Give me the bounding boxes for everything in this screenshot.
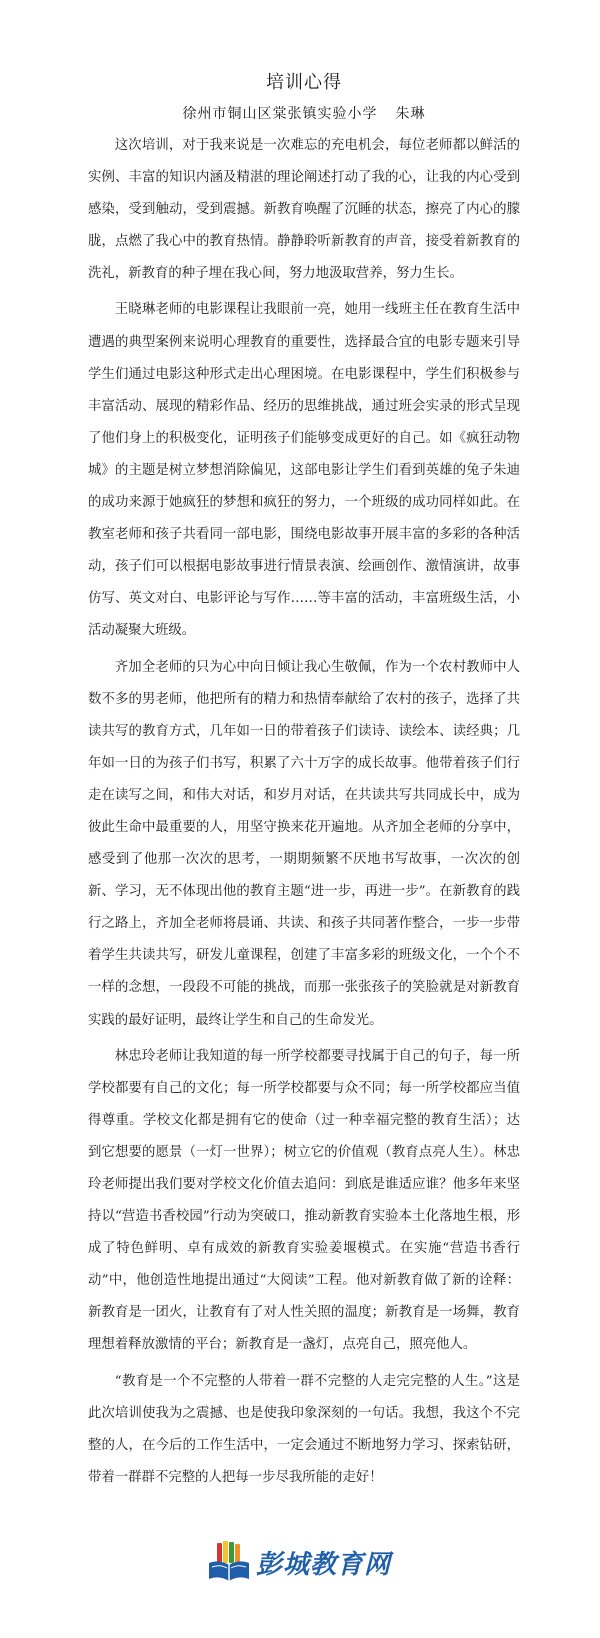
school-name: 徐州市铜山区棠张镇实验小学 bbox=[182, 106, 378, 122]
paragraph-2: 王晓琳老师的电影课程让我眼前一亮，她用一线班主任在教育生活中遭遇的典型案例来说明心理教育的重要性，选择最合宜的电影专题来引导学生们通过电影这种形式走出心理困境。在电影课程中，学生们积极参与丰富活动、展现的精彩作品、经历的思维挑战，通过班会实录的形式呈现了他们身上的积极变化，证明孩子们能够变成更好的自己。如《疯狂动物城》的主题是树立梦想消除偏见，这部电影让学生们看到英雄的兔子朱迪的成功来源于她疯狂的梦想和疯狂的努力，一个班级的成功同样如此。在教室老师和孩子共看同一部电影，围绕电影故事开展丰富的多彩的各种活动，孩子们可以根据电影故事进行情景表演、绘画创作、激情演讲，故事仿写、英文对白、电影评论与写作……等丰富的活动，丰富班级生活，小活动凝聚大班级。 bbox=[88, 302, 520, 639]
paragraph-3: 齐加全老师的只为心中向日倾让我心生敬佩，作为一个农村教师中人数不多的男老师，他把所有的精力和热情奉献给了农村的孩子，选择了共读共写的教育方式，几年如一日的带着孩子们读诗、读绘本、读经典；几年如一日的为孩子们书写，积累了六十万字的成长故事。他带着孩子们行走在读写之间，和伟大对话，和岁月对话，在共读共写共同成长中，成为彼此生命中最重要的人，用坚守换来花开遍地。从齐加全老师的分享中，感受到了他那一次次的思考，一期期频繁不厌地书写故事，一次次的创新、学习，无不体现出他的教育主题“进一步，再进一步”。在新教育的践行之路上，齐加全老师将晨诵、共读、和孩子共同著作整合，一步一步带着学生共读共写，研发儿童课程，创建了丰富多彩的班级文化，一个个不一样的念想，一段段不可能的挑战，而那一张张孩子的笑脸就是对新教育实践的最好证明，最终让学生和自己的生命发光。 bbox=[88, 659, 520, 1028]
paragraph-5: “教育是一个不完整的人带着一群不完整的人走完完整的人生。”这是此次培训使我为之震撼、也是使我印象深刻的一句话。我想，我这个不完整的人，在今后的工作生活中，一定会通过不断地努力学习、探索钻研，带着一群群不完整的人把每一步尽我所能的走好！ bbox=[88, 1373, 520, 1485]
document bbox=[88, 70, 520, 1498]
book-logo-icon bbox=[206, 1539, 252, 1585]
paragraph-1: 这次培训，对于我来说是一次难忘的充电机会，每位老师都以鲜活的实例、丰富的知识内涵及精湛的理论阐述打动了我的心，让我的内心受到感染，受到触动，受到震撼。新教育唤醒了沉睡的状态，擦亮了内心的朦胧，点燃了我心中的教育热情。静静聆听新教育的声音，接受着新教育的洗礼，新教育的种子埋在我心间，努力地汲取营养，努力生长。 bbox=[88, 138, 520, 282]
logo-text: 彭城教育网 bbox=[256, 1550, 392, 1580]
paragraph-4: 林忠玲老师让我知道的每一所学校都要寻找属于自己的句子，每一所学校都要有自己的文化；每一所学校都要与众不同；每一所学校都应当值得尊重。学校文化都是拥有它的使命（过一种幸福完整的教育生活）；达到它想要的愿景（一灯一世界）；树立它的价值观（教育点亮人生）。林忠玲老师提出我们要对学校文化价值去追问：到底是谁适应谁？他多年来坚持以“营造书香校园”行动为突破口，推动新教育实验本土化落地生根，形成了特色鲜明、卓有成效的新教育实验姜堰模式。在实施“营造书香行动”中，他创造性地提出通过“大阅读”工程。他对新教育做了新的诠释：新教育是一团火，让教育有了对人性关照的温度；新教育是一场舞，教育理想着释放激情的平台；新教育是一盏灯，点亮自己，照亮他人。 bbox=[88, 1048, 520, 1353]
site-logo[interactable] bbox=[206, 1535, 416, 1591]
byline bbox=[88, 104, 520, 124]
document-title: 培训心得 bbox=[266, 72, 342, 93]
author-name: 朱琳 bbox=[395, 106, 426, 122]
